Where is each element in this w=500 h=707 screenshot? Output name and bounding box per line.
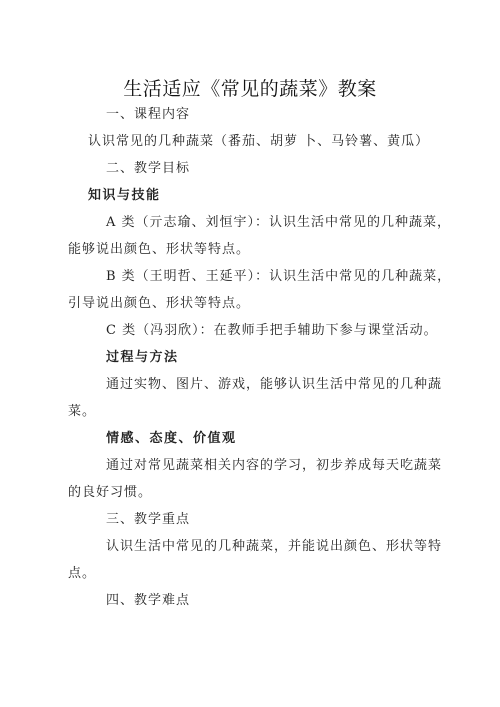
section-heading-teaching-goals: 二、教学目标 bbox=[106, 161, 191, 176]
paragraph-line: 认识常见的几种蔬菜（番茄、胡萝 卜、马铃薯、黄瓜） bbox=[88, 134, 430, 149]
paragraph-line: 通过对常见蔬菜相关内容的学习，初步养成每天吃蔬菜 bbox=[106, 458, 443, 473]
subheading-attitude-values: 情感、态度、价值观 bbox=[106, 431, 237, 446]
paragraph-line: 菜。 bbox=[68, 404, 97, 419]
paragraph-line: A 类（亓志瑜、刘恒宇）：认识生活中常见的几种蔬菜， bbox=[106, 215, 452, 230]
paragraph-line: 引导说出颜色、形状等特点。 bbox=[68, 296, 251, 311]
paragraph-line: 认识生活中常见的几种蔬菜，并能说出颜色、形状等特 bbox=[106, 539, 443, 554]
subheading-process-method: 过程与方法 bbox=[106, 350, 179, 365]
paragraph-line: 通过实物、图片、游戏，能够认识生活中常见的几种蔬 bbox=[106, 377, 443, 392]
paragraph-line: 能够说出颜色、形状等特点。 bbox=[68, 242, 251, 257]
paragraph-line: B 类（王明哲、王延平）：认识生活中常见的几种蔬菜， bbox=[106, 269, 452, 284]
page-title: 生活适应《常见的蔬菜》教案 bbox=[123, 78, 377, 100]
paragraph-line: 的良好习惯。 bbox=[68, 485, 153, 500]
section-heading-teaching-focus: 三、教学重点 bbox=[106, 512, 191, 527]
paragraph-line: C 类（冯羽欣）：在教师手把手辅助下参与课堂活动。 bbox=[106, 323, 438, 338]
paragraph-line: 点。 bbox=[68, 566, 97, 581]
section-heading-course-content: 一、课程内容 bbox=[106, 107, 191, 122]
section-heading-teaching-difficulty: 四、教学难点 bbox=[106, 593, 191, 608]
subheading-knowledge-skills: 知识与技能 bbox=[88, 188, 161, 203]
